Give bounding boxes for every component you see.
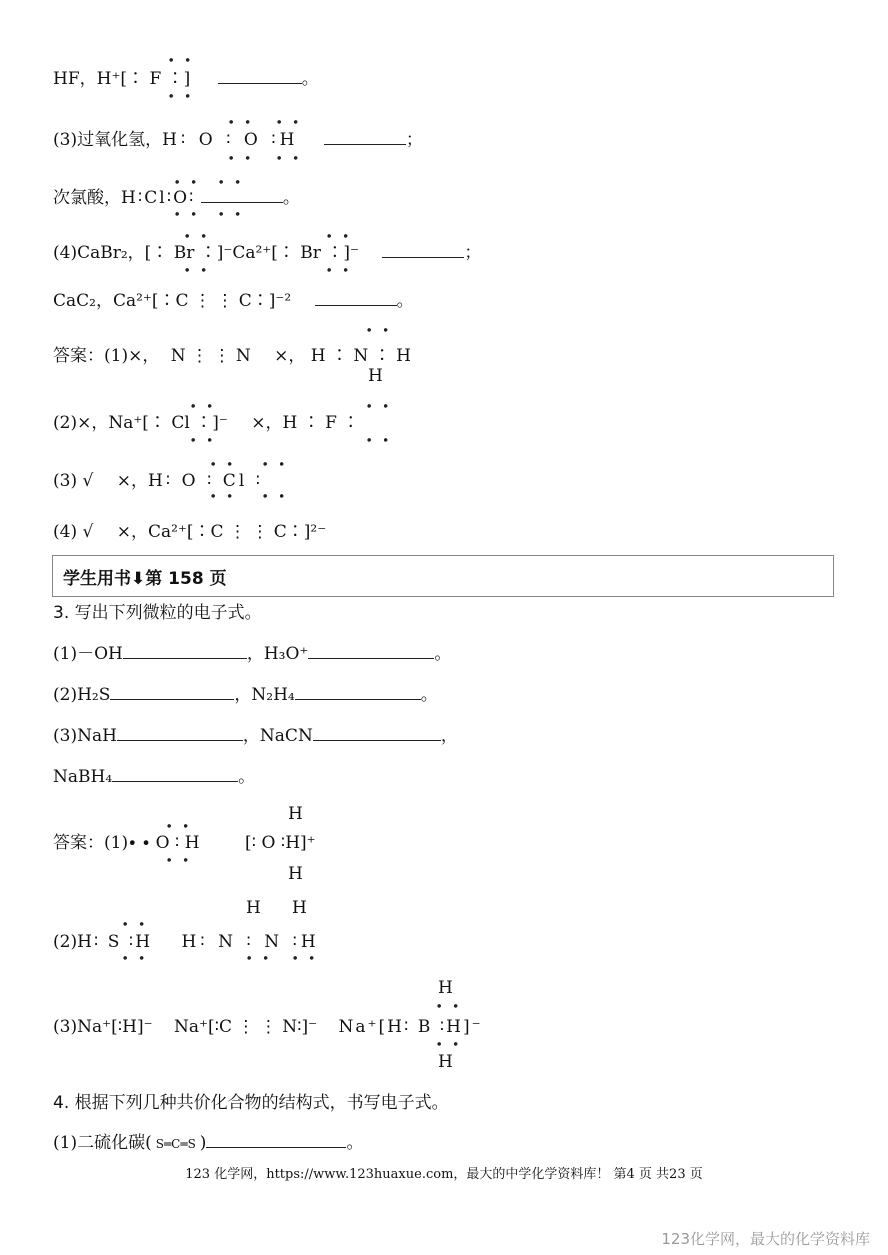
question-3-row-2 — [53, 684, 438, 706]
answer-blank[interactable] — [123, 644, 247, 659]
page-footer: 123 化学网，https://www.123huaxue.com，最大的中学化学资料库！ 第4 页 共23 页 — [185, 1167, 703, 1182]
hf-formula: HF，H⁺[∶ F ∶] — [53, 69, 191, 89]
period: 。 — [420, 685, 438, 705]
answer-blank[interactable] — [218, 69, 302, 84]
cabr2-label: (4)CaBr₂， — [53, 243, 145, 263]
electron-dots: ∙ ∙ — [262, 457, 288, 472]
answer-blank[interactable] — [313, 726, 441, 741]
answer-2-label: (2)×， — [53, 413, 109, 433]
answer-blank[interactable] — [308, 644, 434, 659]
oh-label: (1)－OH — [53, 644, 123, 664]
paren-close: ) — [199, 1133, 207, 1153]
electron-dots: ∙ ∙ — [276, 151, 302, 166]
h3o-top-h: H — [288, 804, 303, 824]
cac2-line — [53, 290, 414, 312]
electron-dots: ∙ ∙ — [174, 175, 200, 190]
answer-1-line — [53, 345, 411, 367]
answer-4-label: (4) √ — [53, 522, 94, 542]
answer-3-label: (3) √ — [53, 471, 94, 491]
question-3-title: 3. 写出下列微粒的电子式。 — [53, 603, 262, 623]
electron-dots: ∙ ∙ — [166, 819, 192, 834]
n2h4-label: ，N₂H₄ — [234, 685, 295, 705]
n2-formula: N ⋮ ⋮ N — [170, 346, 251, 366]
answer-blank[interactable] — [206, 1133, 346, 1148]
answer-blank[interactable] — [110, 685, 234, 700]
electron-dots: ∙ ∙ — [184, 229, 210, 244]
period: 。 — [238, 767, 256, 787]
electron-dots: ∙ ∙ — [174, 207, 200, 222]
electron-dots: ∙ ∙ — [122, 951, 148, 966]
oh-formula: ∙ ∙ O ∶ H — [128, 833, 200, 853]
nah-label: (3)NaH — [53, 726, 117, 746]
cabr2-formula: [∶ Br ∶]⁻Ca²⁺[∶ Br ∶]⁻ — [144, 243, 359, 263]
page-marker-text: 学生用书⬇第 158 页 — [63, 569, 227, 589]
h2s-formula: H∶ S ∶H — [77, 932, 153, 952]
semicolon: ； — [464, 243, 482, 263]
electron-dots: ∙ ∙ — [246, 951, 272, 966]
hclo-label: 次氯酸， — [53, 188, 121, 208]
hf-line — [53, 68, 319, 90]
cac2-answer-formula: Ca²⁺[∶C ⋮ ⋮ C∶]²⁻ — [147, 522, 327, 542]
electron-dots: ∙ ∙ — [366, 399, 392, 414]
n2h4-top-h: H — [292, 898, 307, 918]
nabh4-label: NaBH₄ — [53, 767, 113, 787]
cabr2-line — [53, 242, 481, 264]
electron-dots: ∙ ∙ — [292, 951, 318, 966]
period: 。 — [346, 1133, 364, 1153]
answer-blank[interactable] — [117, 726, 243, 741]
nh3-bottom-h: H — [368, 366, 383, 386]
nah-formula: (3)Na⁺[∶H]⁻ — [53, 1017, 153, 1037]
answer-blank[interactable] — [112, 767, 238, 782]
electron-dots: ∙ ∙ — [218, 175, 244, 190]
answer-1-label: 答案：(1)×， — [53, 346, 160, 366]
electron-dots: ∙ ∙ — [366, 433, 392, 448]
answer-blank[interactable] — [315, 291, 397, 306]
question-3-row-4 — [53, 766, 255, 788]
answer-1-mid: ×， — [274, 346, 306, 366]
n2h4-formula: H∶ N ∶ N ∶H — [181, 932, 320, 952]
n2h4-top-h: H — [246, 898, 261, 918]
h3o-formula: [∶ O ∶H]⁺ — [244, 833, 316, 853]
question-4-title: 4. 根据下列几种共价化合物的结构式，书写电子式。 — [53, 1093, 449, 1113]
question-3-row-3 — [53, 725, 458, 747]
hclo-line — [53, 187, 300, 209]
electron-dots: ∙ ∙ — [168, 53, 194, 68]
electron-dots: ∙ ∙ — [122, 917, 148, 932]
answer-blank[interactable] — [382, 243, 464, 258]
electron-dots: ∙ ∙ — [436, 1037, 462, 1052]
q3-answer-3 — [53, 1016, 483, 1038]
h2s-label: (2)H₂S — [53, 685, 111, 705]
answer-blank[interactable] — [324, 130, 406, 145]
question-4-row-1 — [53, 1132, 363, 1155]
electron-dots: ∙ ∙ — [228, 115, 254, 130]
electron-dots: ∙ ∙ — [218, 207, 244, 222]
electron-dots: ∙ ∙ — [190, 399, 216, 414]
h3o-bottom-h: H — [288, 864, 303, 884]
q3-answer-1 — [53, 832, 316, 854]
electron-dots: ∙ ∙ — [436, 999, 462, 1014]
electron-dots: ∙ ∙ — [366, 323, 392, 338]
question-3-row-1 — [53, 643, 451, 665]
q3-answer-2-label: (2) — [53, 932, 78, 952]
electron-dots: ∙ ∙ — [326, 263, 352, 278]
answer-blank[interactable] — [201, 188, 283, 203]
nacn-formula: Na⁺[∶C ⋮ ⋮ N∶]⁻ — [173, 1017, 318, 1037]
period: 。 — [434, 644, 452, 664]
electron-dots: ∙ ∙ — [228, 151, 254, 166]
electron-dots: ∙ ∙ — [190, 433, 216, 448]
nabh4-formula: Na⁺[H∶ B ∶H]⁻ — [338, 1017, 483, 1037]
cac2-formula: Ca²⁺[∶C ⋮ ⋮ C∶]⁻² — [112, 291, 292, 311]
answer-2-line — [53, 412, 359, 434]
electron-dots: ∙ ∙ — [166, 853, 192, 868]
period: 。 — [396, 291, 414, 311]
page-marker-box — [52, 555, 834, 597]
answer-blank[interactable] — [295, 685, 421, 700]
period: 。 — [301, 69, 319, 89]
period: 。 — [282, 188, 300, 208]
hclo-formula: H∶Cl∶O∶ — [121, 188, 196, 208]
semicolon: ； — [405, 130, 423, 150]
electron-dots: ∙ ∙ — [276, 115, 302, 130]
peroxide-line — [53, 129, 423, 151]
cac2-label: CaC₂， — [53, 291, 113, 311]
electron-dots: ∙ ∙ — [210, 489, 236, 504]
comma: ， — [440, 726, 458, 746]
watermark: 123化学网，最大的化学资料库 — [661, 1230, 870, 1248]
answer-3-mid: ×， — [116, 471, 148, 491]
q3-answer-2 — [53, 931, 320, 953]
cs2-structure: S═C═S — [155, 1137, 196, 1151]
electron-dots: ∙ ∙ — [184, 263, 210, 278]
hf-formula: H ∶ F ∶ — [282, 413, 360, 433]
electron-dots: ∙ ∙ — [326, 229, 352, 244]
nabh4-top-h: H — [438, 978, 453, 998]
hocl-formula: H∶ O ∶ Cl ∶ — [147, 471, 264, 491]
cs2-label: (1)二硫化碳( — [53, 1133, 152, 1153]
answer-4-mid: ×， — [116, 522, 148, 542]
answer-4-line — [53, 521, 326, 543]
answer-2-mid: ×， — [251, 413, 283, 433]
electron-dots: ∙ ∙ — [262, 489, 288, 504]
peroxide-label: (3)过氧化氢， — [53, 130, 163, 150]
nacn-label: ，NaCN — [242, 726, 313, 746]
nh3-formula: H ∶ N ∶ H — [310, 346, 411, 366]
peroxide-formula: H∶ O ∶ O ∶H — [162, 130, 299, 150]
nacl-formula: Na⁺[∶ Cl ∶]⁻ — [108, 413, 228, 433]
electron-dots: ∙ ∙ — [168, 89, 194, 104]
h3o-label: ，H₃O⁺ — [246, 644, 309, 664]
q3-answer-1-label: 答案：(1) — [53, 833, 129, 853]
electron-dots: ∙ ∙ — [210, 457, 236, 472]
nabh4-bottom-h: H — [438, 1052, 453, 1072]
